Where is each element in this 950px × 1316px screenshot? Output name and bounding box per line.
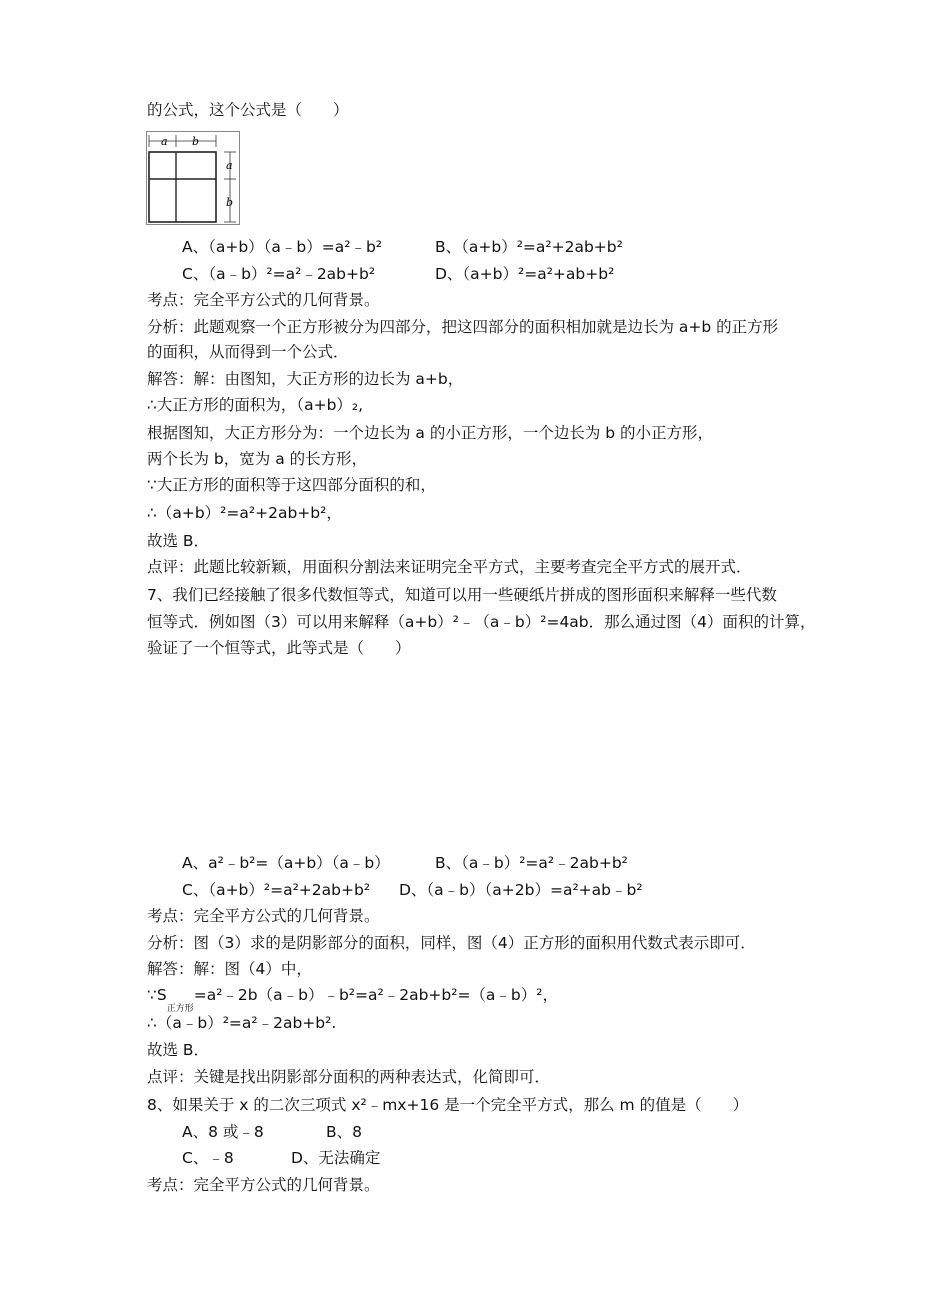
q8-option-b: B、8 <box>326 1123 362 1141</box>
q8-option-c: C、﹣8 <box>182 1149 234 1167</box>
square-diagram <box>146 131 240 225</box>
question-continuation: 的公式，这个公式是（ ） <box>147 101 349 119</box>
q8-option-a: A、8 或﹣8 <box>182 1123 264 1141</box>
q7-key-point: 考点：完全平方公式的几何背景。 <box>147 907 380 925</box>
q7-solution-2-sub: 正方形 <box>166 1004 194 1014</box>
q6-analysis-2: 的面积，从而得到一个公式． <box>147 343 349 361</box>
q7-option-b: B、（a﹣b）²=a²﹣2ab+b² <box>435 854 628 872</box>
q7-solution-1: 解答：解：图（4）中， <box>147 960 312 978</box>
q6-solution-4: 两个长为 b，宽为 a 的长方形， <box>147 450 368 468</box>
label-a-right: a <box>226 159 233 172</box>
q6-option-d: D、（a+b）²=a²+ab+b² <box>435 265 615 283</box>
q7-option-d: D、（a﹣b）（a+2b）=a²+ab﹣b² <box>399 881 643 899</box>
q7-comment: 点评：关键是找出阴影部分面积的两种表达式，化简即可． <box>147 1068 551 1086</box>
q7-option-c: C、（a+b）²=a²+2ab+b² <box>182 881 371 899</box>
q6-comment: 点评：此题比较新颖，用面积分割法来证明完全平方式，主要考查完全平方式的展开式． <box>147 558 752 576</box>
label-b-right: b <box>226 196 234 209</box>
q6-solution-2: ∴大正方形的面积为，（a+b）₂, <box>147 396 364 414</box>
q8-option-d: D、无法确定 <box>291 1149 381 1167</box>
q6-solution-3: 根据图知，大正方形分为：一个边长为 a 的小正方形，一个边长为 b 的小正方形， <box>147 424 714 442</box>
q6-answer: 故选 B． <box>147 532 210 550</box>
q7-solution-3: ∴（a﹣b）²=a²﹣2ab+b². <box>147 1014 337 1032</box>
q6-solution-5: ∵大正方形的面积等于这四部分面积的和， <box>147 476 436 494</box>
q6-option-b: B、（a+b）²=a²+2ab+b² <box>435 238 623 256</box>
q6-key-point: 考点：完全平方公式的几何背景。 <box>147 291 380 309</box>
q7-option-a: A、a²﹣b²=（a+b）（a﹣b） <box>182 854 390 872</box>
q7-stem-3: 验证了一个恒等式，此等式是（ ） <box>147 639 411 657</box>
q7-stem-1: 7、我们已经接触了很多代数恒等式，知道可以用一些硬纸片拼成的图形面积来解释一些代数 <box>147 586 777 604</box>
q7-analysis: 分析：图（3）求的是阴影部分的面积，同样，图（4）正方形的面积用代数式表示即可． <box>147 934 756 952</box>
q8-stem: 8、如果关于 x 的二次三项式 x²﹣mx+16 是一个完全平方式，那么 m 的值是（ ） <box>147 1096 749 1114</box>
figure-placeholder <box>147 664 877 844</box>
q6-solution-6: ∴（a+b）²=a²+2ab+b²， <box>147 504 342 522</box>
q7-solution-2-pre: ∵S <box>147 986 167 1004</box>
label-b-top: b <box>192 135 200 148</box>
q6-option-a: A、（a+b）（a﹣b）=a²﹣b² <box>182 238 383 256</box>
q8-key-point: 考点：完全平方公式的几何背景。 <box>147 1176 380 1194</box>
q6-solution-1: 解答：解：由图知，大正方形的边长为 a+b， <box>147 370 464 388</box>
label-a-top: a <box>161 135 168 148</box>
q6-option-c: C、（a﹣b）²=a²﹣2ab+b² <box>182 265 376 283</box>
q7-solution-2-post: =a²﹣2b（a﹣b）﹣b²=a²﹣2ab+b²=（a﹣b）²， <box>193 986 558 1004</box>
q7-stem-2: 恒等式．例如图（3）可以用来解释（a+b）²﹣（a﹣b）²=4ab．那么通过图（4）面积的计算， <box>147 613 816 631</box>
q7-answer: 故选 B． <box>147 1041 210 1059</box>
q6-analysis-1: 分析：此题观察一个正方形被分为四部分，把这四部分的面积相加就是边长为 a+b 的正方形 <box>147 318 779 336</box>
